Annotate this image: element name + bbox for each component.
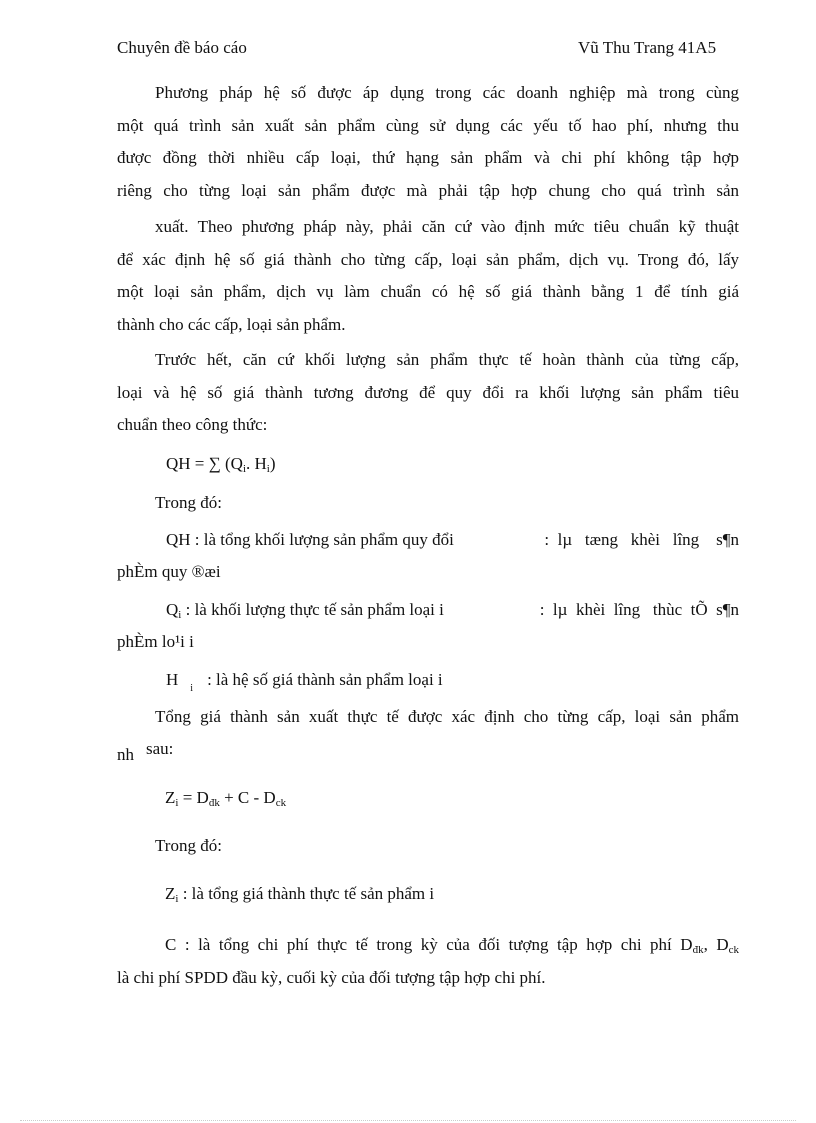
where-label-2: Trong đó:	[155, 836, 222, 855]
definition-garbled-text: : lµ tæng khèi lîng s¶n	[544, 530, 739, 549]
definition-hi: H $_i$ : là hệ số giá thành sản phẩm loại i	[166, 670, 443, 694]
paragraph-4	[117, 701, 739, 734]
paragraph-1	[117, 77, 739, 207]
paragraph-line: chuẩn theo công thức:	[117, 415, 268, 434]
definition-qh	[166, 530, 739, 550]
header-left-title: Chuyên đề báo cáo	[117, 38, 247, 57]
paragraph-3	[117, 344, 739, 442]
page-bottom-rule	[20, 1120, 796, 1121]
paragraph-line: riêng cho từng loại sản phẩm được mà phải tập hợp chung cho quá trình sản	[117, 180, 739, 200]
paragraph-line: Phương pháp hệ số được áp dụng trong các doanh nghiệp mà trong cùng	[155, 83, 739, 102]
paragraph-line: Tổng giá thành sản xuất thực tế được xác định cho từng cấp, loại sản phẩm	[155, 707, 739, 726]
definition-c-line-2: là chi phí SPDD đầu kỳ, cuối kỳ của đối tượng tập hợp chi phí.	[117, 967, 546, 987]
definition-qi-continuation: phÈm lo¹i i	[117, 632, 194, 651]
formula-zi: $Z_i = D_{đk} + C - D_{ck}$	[165, 788, 287, 809]
paragraph-line: được đồng thời nhiều cấp loại, thứ hạng sản phẩm và chi phí không tập hợp	[117, 148, 739, 167]
paragraph-line: thành cho các cấp, loại sản phẩm.	[117, 314, 346, 334]
paragraph-line: loại và hệ số giá thành tương đương để quy đổi ra khối lượng sản phẩm tiêu	[117, 382, 739, 402]
paragraph-line: để xác định hệ số giá thành cho từng cấp, loại sản phẩm, dịch vụ. Trong đó, lấy	[117, 249, 739, 269]
paragraph-line: một quá trình sản xuất sản phẩm cùng sử dụng các yếu tố hao phí, nhưng thu	[117, 115, 739, 135]
paragraph-2	[117, 211, 739, 341]
definition-qi	[166, 600, 739, 620]
header-author: Vũ Thu Trang 41A5	[578, 38, 717, 57]
definition-text: $Q_i$ : là khối lượng thực tế sản phẩm loại i	[166, 600, 444, 621]
paragraph-line: xuất. Theo phương pháp này, phải căn cứ vào định mức tiêu chuẩn kỹ thuật	[155, 217, 739, 236]
definition-qh-continuation: phÈm quy ®æi	[117, 562, 221, 581]
definition-text: QH : là tổng khối lượng sản phẩm quy đổi	[166, 530, 454, 549]
where-label-1: Trong đó:	[155, 493, 222, 512]
definition-c-line-1: C : là tổng chi phí thực tế trong kỳ của đối tượng tập hợp chi phí $D_{đk}$, $D_{ck}$	[165, 935, 739, 956]
definition-zi: $Z_i$ : là tổng giá thành thực tế sản phẩm i	[165, 884, 435, 905]
definition-c	[117, 929, 739, 994]
definition-garbled-text: : lµ khèi lîng thùc tÕ s¶n	[539, 600, 739, 619]
paragraph-line: Trước hết, căn cứ khối lượng sản phẩm thực tế hoàn thành của từng cấp,	[155, 350, 739, 369]
paragraph-4-line-2: nh sau:	[117, 739, 174, 764]
paragraph-line: một loại sản phẩm, dịch vụ làm chuẩn có hệ số giá thành bằng 1 để tính giá	[117, 282, 739, 301]
formula-qh: QH = ∑ ($Q_i$. $H_i$)	[166, 454, 276, 475]
